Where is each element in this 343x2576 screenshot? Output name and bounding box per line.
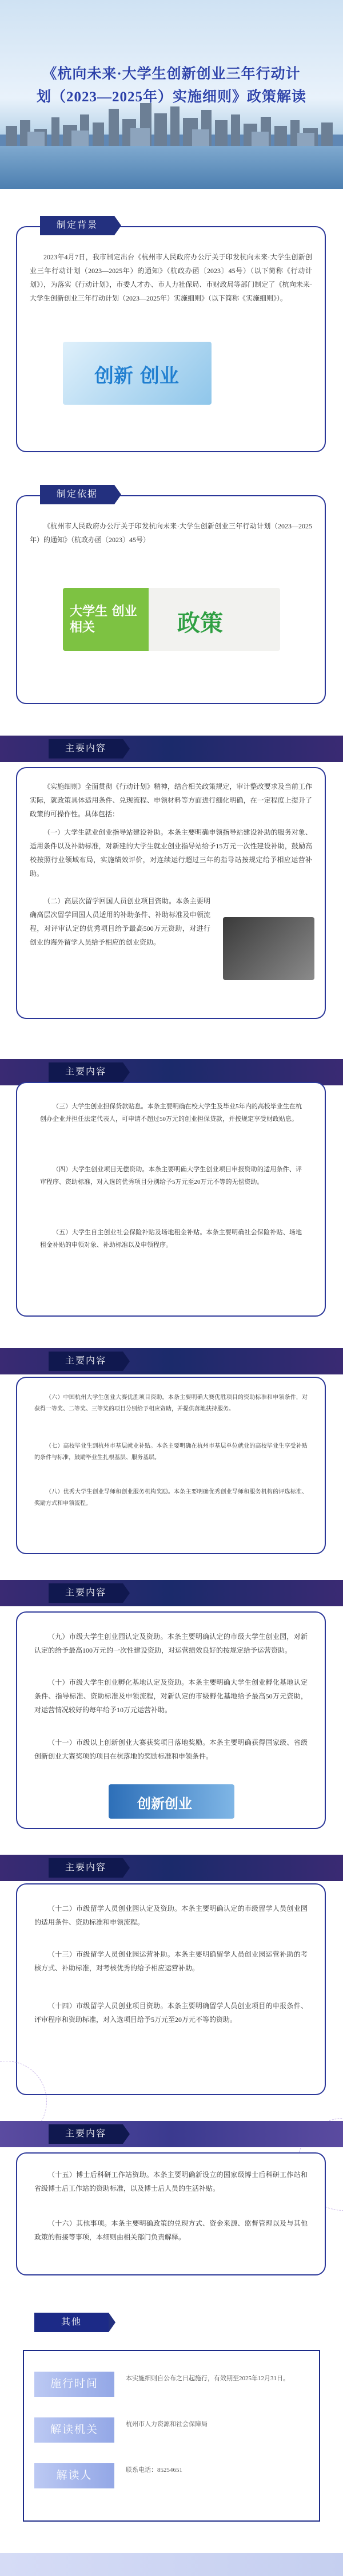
content2-item1: （三）大学生创业担保贷款贴息。本条主要明确在校大学生及毕业5年内的高校毕业生在杭创办企业并担任法定代表人，可申请不超过50万元的创业担保贷款，并按规定享受财政贴息。 xyxy=(40,1103,302,1123)
content5-item2: （十三）市级留学人员创业园运营补助。本条主要明确留学人员创业园运营补助的考核方式、补助标准，对考核优秀的给予相应运营补助。 xyxy=(34,1950,308,1972)
content3-item2: （七）高校毕业生到杭州市基层就业补贴。本条主要明确在杭州市基层单位就业的高校毕业生享受补贴的条件与标准，鼓励毕业生扎根基层、服务基层。 xyxy=(34,1443,308,1461)
content1-item1: （一）大学生就业创业指导站建设补助。本条主要明确申领指导站建设补助的服务对象、适用条件以及补助标准，对新建的大学生就业创业指导站给予15万元一次性建设补助，鼓励高校按照行业领域布局，实施绩效评价，对连续运行超过三年的指导站按规定给予相应运营补助。 xyxy=(30,828,312,878)
content6-card xyxy=(16,2152,326,2275)
content2-card xyxy=(16,1082,326,1317)
content6-band xyxy=(0,2121,343,2147)
content5-card xyxy=(16,1883,326,2095)
info-value: 本实施细则自公布之日起施行，有效期至2025年12月31日。 xyxy=(126,2375,289,2382)
content4-band xyxy=(0,1580,343,1606)
content1-card xyxy=(16,767,326,1019)
basis-text: 《杭州市人民政府办公厅关于印发杭向未来·大学生创新创业三年行动计划（2023—2025年）的通知》（杭政办函〔2023〕45号） xyxy=(30,522,312,544)
content3-card xyxy=(16,1377,326,1554)
section-label-content5: 主要内容 xyxy=(49,1858,123,1878)
info-key: 解读人 xyxy=(34,2463,114,2488)
content4-item3: （十一）市级以上创新创业大赛获奖项目落地奖励。本条主要明确获得国家级、省级创新创业大赛奖项的项目在杭落地的奖励标准和申领条件。 xyxy=(34,1739,308,1760)
content5-item3: （十四）市级留学人员创业项目资助。本条主要明确留学人员创业项目的申报条件、评审程序和资助标准，对入选项目给予5万元至20万元不等的资助。 xyxy=(34,2002,308,2024)
section-label-background: 制定背景 xyxy=(40,216,114,235)
content4-card xyxy=(16,1611,326,1829)
page-title-line1: 《杭向未来·大学生创新创业三年行动计 xyxy=(42,66,301,82)
content4-item1: （九）市级大学生创业园认定及资助。本条主要明确认定的市级大学生创业园，对新认定的给予最高100万元的一次性建设资助，对运营绩效良好的按规定给予运营资助。 xyxy=(34,1633,308,1654)
content5-item1: （十二）市级留学人员创业园认定及资助。本条主要明确认定的市级留学人员创业园的适用条件、资助标准和申领流程。 xyxy=(34,1905,308,1926)
content6-item2: （十六）其他事项。本条主要明确政策的兑现方式、资金来源、监督管理以及与其他政策的衔接等事项，本细则由相关部门负责解释。 xyxy=(34,2219,308,2241)
content3-band xyxy=(0,1348,343,1374)
content4-image xyxy=(109,1784,234,1819)
section-label-other: 其他 xyxy=(34,2313,109,2332)
footer-band xyxy=(0,2553,343,2576)
section-label-basis: 制定依据 xyxy=(40,485,114,504)
innovation-image xyxy=(63,342,212,405)
info-value: 联系电话：85254651 xyxy=(126,2467,182,2474)
content5-band xyxy=(0,1855,343,1881)
content4-image-text: 创新创业 xyxy=(137,1796,192,1812)
content2-item2: （四）大学生创业项目无偿资助。本条主要明确大学生创业项目申报资助的适用条件、评审程序、资助标准，对入选的优秀项目分别给予5万元至20万元不等的无偿资助。 xyxy=(40,1166,302,1186)
content1-band xyxy=(0,736,343,762)
section-label-content1: 主要内容 xyxy=(49,739,123,758)
innovation-image-text: 创新 创业 xyxy=(94,365,179,388)
policy-image-right-text: 政策 xyxy=(177,610,223,637)
section-label-content6: 主要内容 xyxy=(49,2124,123,2144)
content1-intro: 《实施细则》全面贯彻《行动计划》精神，结合相关政策规定，审计整改要求及当前工作实际，就政策具体适用条件、兑现流程、申领材料等方面进行细化明确，在一定程度上提升了政策的可操作性。具体包括： xyxy=(30,783,312,818)
content1-image xyxy=(223,917,314,980)
page-title-line2: 划（2023—2025年）实施细则》政策解读 xyxy=(36,89,306,105)
content6-item1: （十五）博士后科研工作站资助。本条主要明确新设立的国家级博士后科研工作站和省级博士后工作站的资助标准，以及博士后人员的生活补贴。 xyxy=(34,2171,308,2192)
info-key: 解读机关 xyxy=(34,2417,114,2443)
content1-item2: （二）高层次留学回国人员创业项目资助。本条主要明确高层次留学回国人员适用的补助条件、补助标准及申领流程，对评审认定的优秀项目给予最高500万元资助，对进行创业的海外留学人员给予相应的创业资助。 xyxy=(30,897,210,946)
background-text: 2023年4月7日，我市制定出台《杭州市人民政府办公厅关于印发杭向未来·大学生创新创业三年行动计划（2023—2025年）的通知》（杭政办函〔2023〕45号）（以下简称《行动计划》），为落实《行动计划》，市委人才办、市人力社保局、市财政局等部门制定了《杭向未来·大学生创新创业三年行动计划（2023—2025年）实施细则》（以下简称《实施细则》）。 xyxy=(30,253,312,302)
section-label-content3: 主要内容 xyxy=(49,1352,123,1371)
header-banner xyxy=(0,0,343,189)
page-title xyxy=(17,63,326,109)
background-card xyxy=(16,220,326,452)
content3-item3: （八）优秀大学生创业导师和创业服务机构奖励。本条主要明确优秀创业导师和服务机构的评选标准、奖励方式和申领流程。 xyxy=(34,1489,308,1507)
section-label-content4: 主要内容 xyxy=(49,1583,123,1603)
basis-card xyxy=(16,489,326,704)
info-value: 杭州市人力资源和社会保障局 xyxy=(126,2421,208,2428)
content2-item3: （五）大学生自主创业社会保险补贴及场地租金补贴。本条主要明确社会保险补贴、场地租金补贴的申领对象、补助标准以及申领程序。 xyxy=(40,1229,302,1249)
section-label-content2: 主要内容 xyxy=(49,1062,123,1082)
info-row-interpreter xyxy=(34,2460,309,2492)
info-key: 施行时间 xyxy=(34,2372,114,2397)
other-info-box xyxy=(23,2350,320,2522)
policy-image xyxy=(63,588,280,651)
info-row-interpreting-agency xyxy=(34,2414,309,2446)
policy-image-left-text: 大学生 创业 相关 xyxy=(70,605,137,635)
content4-item2: （十）市级大学生创业孵化基地认定及资助。本条主要明确大学生创业孵化基地认定条件、指导标准、资助标准及申领流程，对新认定的市级孵化基地给予最高50万元资助，对运营情况较好的每年给予10万元运营补助。 xyxy=(34,1678,308,1714)
info-row-effective-date xyxy=(34,2368,309,2400)
content3-item1: （六）中国杭州大学生创业大赛优胜项目资助。本条主要明确大赛优胜项目的资助标准和申领条件，对获得一等奖、二等奖、三等奖的项目分别给予相应资助，并提供落地扶持服务。 xyxy=(34,1394,308,1412)
